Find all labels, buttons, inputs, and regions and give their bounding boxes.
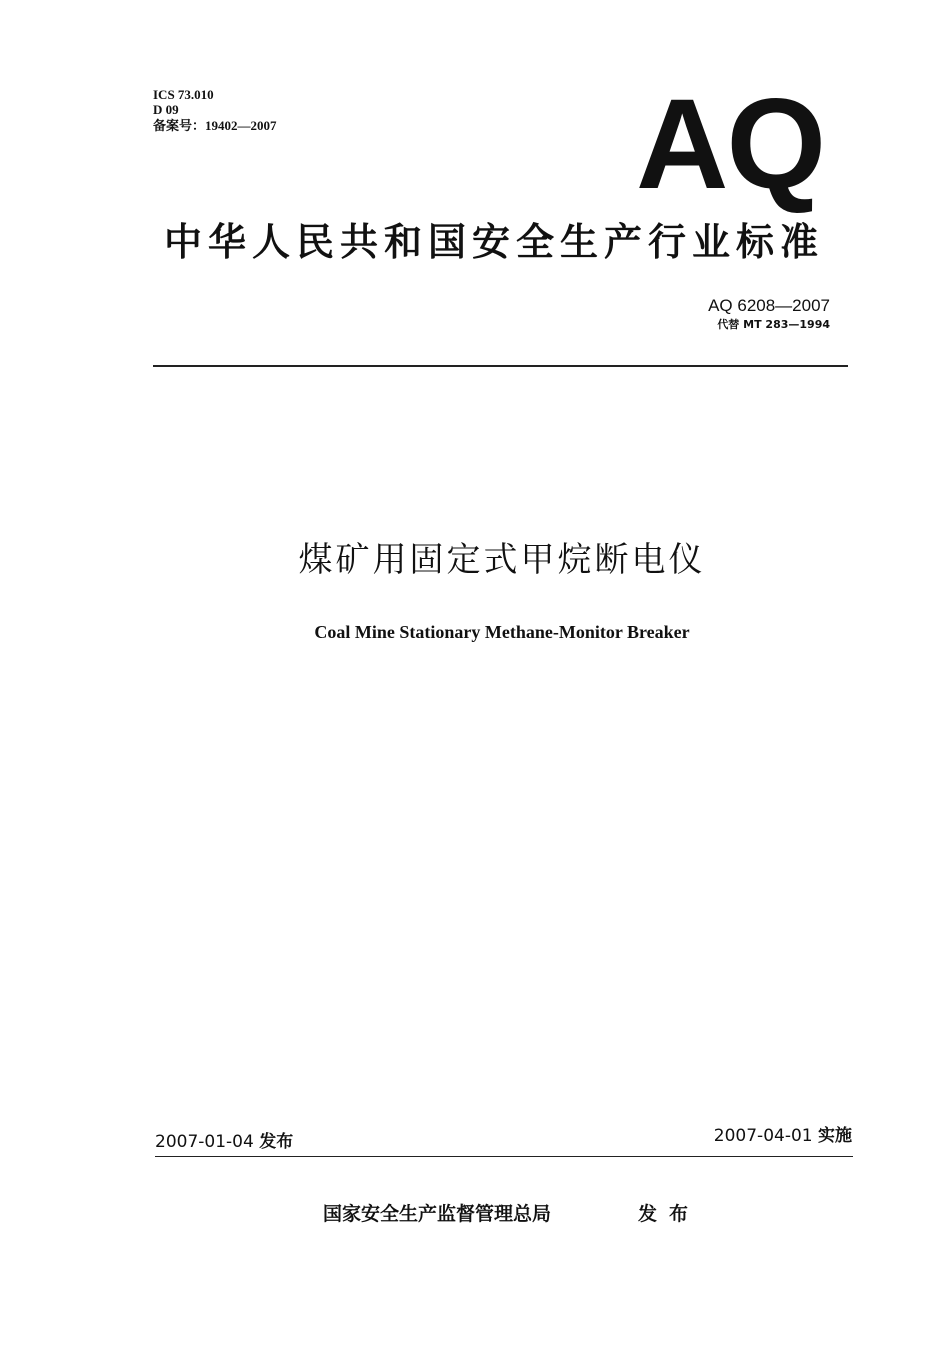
issue-date-line <box>155 1130 293 1154</box>
ccs-code: D 09 <box>153 102 179 117</box>
issue-verb: 发布 <box>638 1203 701 1225</box>
top-divider <box>153 365 848 367</box>
document-title-english: Coal Mine Stationary Methane-Monitor Breaker <box>314 622 690 642</box>
issue-date: 2007-01-04 <box>155 1132 254 1152</box>
implementation-date-line <box>714 1124 852 1148</box>
bottom-divider <box>155 1156 853 1157</box>
document-title-chinese: 煤矿用固定式甲烷断电仪 <box>298 540 706 580</box>
standard-number: AQ 6208—2007 <box>708 296 830 315</box>
record-number: 备案号：19402—2007 <box>153 118 277 133</box>
issue-label: 发布 <box>259 1132 294 1152</box>
implementation-label: 实施 <box>818 1126 852 1146</box>
aq-logo: AQ <box>636 73 824 216</box>
implementation-date: 2007-04-01 <box>713 1126 813 1146</box>
standard-category-heading: 中华人民共和国安全生产行业标准 <box>164 220 825 264</box>
replaced-standard-number: 代替 MT 283—1994 <box>717 318 830 331</box>
ics-code: ICS 73.010 <box>153 87 214 102</box>
issuing-authority: 国家安全生产监督管理总局 <box>323 1203 552 1225</box>
